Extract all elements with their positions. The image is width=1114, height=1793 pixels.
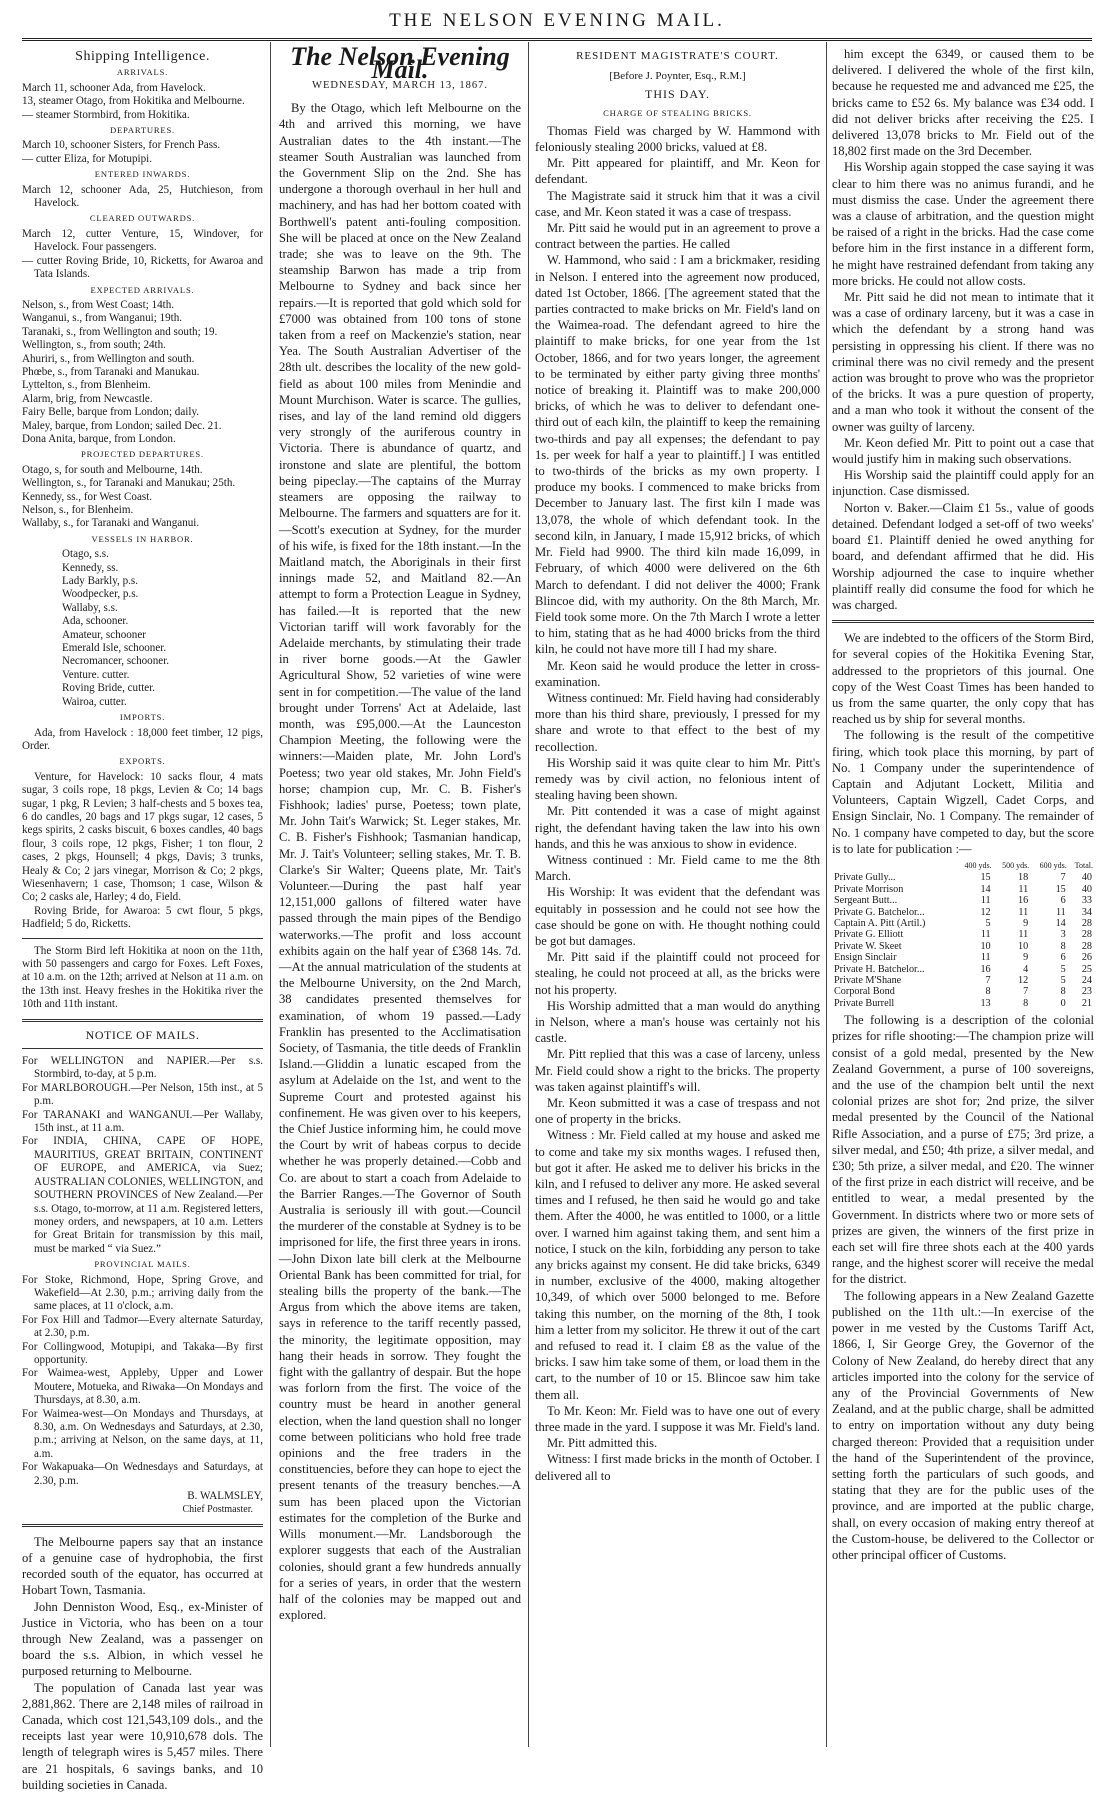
table-row	[832, 918, 1094, 929]
departures-list	[22, 139, 263, 166]
text-paragraph: Kennedy, ss., for West Coast.	[22, 490, 153, 503]
text-paragraph: Mr. Keon defied Mr. Pitt to point out a case that would justify him in making such observations.	[832, 435, 1094, 467]
text-paragraph: Woodpecker, p.s.	[62, 588, 139, 601]
text-paragraph: — cutter Roving Bride, 10, Ricketts, for Awaroa and Tata Islands.	[22, 254, 263, 281]
score-cell: 7	[985, 975, 991, 987]
scores-body	[832, 872, 1094, 1009]
score-cell: 18	[1018, 872, 1029, 884]
text-paragraph: Norton v. Baker.—Claim £1 5s., value of goods detained. Defendant lodged a set-off of two weeks' board £1. Plaintiff denied he owed anything for board, and defendant affirmed that he did. His Worship adjourned the case to inquire whether plaintiff really did consume the food for which he was charged.	[832, 500, 1094, 612]
court-title: RESIDENT MAGISTRATE'S COURT.	[576, 50, 779, 62]
text-paragraph: Wallaby, s.s.	[62, 601, 118, 614]
arrivals-heading: ARRIVALS.	[116, 67, 169, 78]
score-cell: 23	[1081, 986, 1092, 998]
postmaster-title: Chief Postmaster.	[182, 1504, 253, 1516]
text-paragraph: The Melbourne papers say that an instance of a genuine case of hydrophobia, the first recorded south of the equator, has occurred at Hobart Town, Tasmania.	[22, 1534, 263, 1598]
score-cell: 11	[980, 952, 991, 964]
text-paragraph: Roving Bride, for Awaroa: 5 cwt flour, 5 pkgs, Hadfield; 5 do, Ricketts.	[22, 904, 263, 931]
column-divider	[826, 42, 827, 1747]
text-paragraph: Wallaby, s., for Taranaki and Wanganui.	[22, 517, 200, 530]
rifleman-name: Private H. Batchelor...	[834, 963, 925, 975]
court-charge: CHARGE OF STEALING BRICKS.	[603, 107, 752, 118]
expected-list	[22, 299, 263, 446]
text-paragraph: For MARLBOROUGH.—Per Nelson, 15th inst., at 5 p.m.	[22, 1081, 263, 1108]
exports-heading: EXPORTS.	[119, 756, 166, 767]
provincial-list	[22, 1274, 263, 1489]
text-paragraph: Mr. Pitt admitted this.	[547, 1436, 658, 1451]
text-paragraph: 13, steamer Otago, from Hokitika and Melbourne.	[22, 95, 245, 108]
score-cell: 21	[1081, 997, 1092, 1009]
text-paragraph: Mr. Keon said he would produce the letter in cross-examination.	[535, 658, 820, 689]
text-paragraph: March 11, schooner Ada, from Havelock.	[22, 81, 206, 94]
score-cell: 28	[1081, 929, 1092, 941]
text-paragraph: Otago, s.s.	[62, 548, 109, 561]
rifleman-name: Sergeant Butt...	[834, 895, 898, 907]
score-cell: 0	[1060, 997, 1066, 1009]
text-paragraph: Wellington, s., from south; 24th.	[22, 339, 166, 352]
text-paragraph: His Worship said the plaintiff could apply for an injunction. Case dismissed.	[832, 468, 1094, 499]
text-paragraph: For WELLINGTON and NAPIER.—Per s.s. Stormbird, to-day, at 5 p.m.	[22, 1055, 263, 1081]
rifleman-name: Private M'Shane	[834, 975, 902, 987]
text-paragraph: His Worship said it was quite clear to him Mr. Pitt's remedy was by civil action, no felonious intent of stealing having been shown.	[535, 755, 820, 803]
column-divider	[270, 42, 271, 1747]
score-cell: 11	[980, 929, 991, 941]
text-paragraph: Taranaki, s., from Wellington and south; 19.	[22, 325, 218, 338]
divider	[22, 1048, 263, 1049]
text-paragraph: Wellington, s., for Taranaki and Manukau; 25th.	[22, 477, 236, 490]
text-paragraph: Lyttelton, s., from Blenheim.	[22, 379, 151, 392]
paper-title: The Nelson Evening Mail.	[290, 42, 510, 85]
table-row	[832, 907, 1094, 918]
score-cell: 8	[985, 986, 991, 998]
column-divider	[528, 42, 529, 1747]
court-day: THIS DAY.	[644, 87, 710, 102]
rifleman-name: Ensign Sinclair	[834, 952, 897, 964]
text-paragraph: Ada, schooner.	[62, 615, 129, 628]
score-cell: 10	[1018, 940, 1029, 952]
text-paragraph: Necromancer, schooner.	[62, 655, 170, 668]
rifleman-name: Corporal Bond	[834, 986, 895, 998]
score-header: 400 yds.	[964, 860, 992, 870]
exports-list	[22, 771, 263, 932]
entered-list	[22, 184, 263, 211]
text-paragraph: Wanganui, s., from Wanganui; 19th.	[22, 312, 183, 325]
text-paragraph: Mr. Pitt said he would put in an agreement to prove a contract between the parties. He called	[535, 221, 820, 252]
score-cell: 5	[1060, 975, 1066, 987]
text-paragraph: Roving Bride, cutter.	[62, 682, 156, 695]
text-paragraph: His Worship again stopped the case saying it was clear to him there was no animus furandi, and he must dismiss the case. Under the agreement there was a clause of arbitration, and the question might be raised of a right in the bricks. Had the case come before him in the first instance in a different form, he might have restrained defendant from taking any more bricks. He could not allow costs.	[832, 160, 1094, 288]
court-report	[535, 123, 820, 1484]
divider	[832, 620, 1094, 623]
text-paragraph: For Waimea-west—On Mondays and Thursdays, at 8.30, a.m. On Wednesdays and Saturdays, at 2.30, p.m.; arriving at Nelson, on the same days, at 11, a.m.	[22, 1407, 263, 1460]
text-paragraph: March 10, schooner Sisters, for French Pass.	[22, 139, 221, 152]
text-paragraph: His Worship admitted that a man would do anything in Nelson, where a man's house was certainly not his castle.	[535, 998, 820, 1046]
score-header: 600 yds.	[1039, 860, 1067, 870]
table-row	[832, 986, 1094, 997]
score-cell: 13	[980, 997, 991, 1009]
text-paragraph: Kennedy, ss.	[62, 561, 119, 574]
text-paragraph: Amateur, schooner	[62, 628, 146, 641]
text-paragraph: His Worship: It was evident that the defendant was equitably in possession and he could not see how the case should be gone on with. He thought nothing could be got but damages.	[535, 885, 820, 948]
column-four	[832, 46, 1094, 1746]
firing-scores-table	[832, 859, 1094, 1009]
arrivals-list	[22, 82, 263, 122]
imports-text: Ada, from Havelock : 18,000 feet timber, 12 pigs, Order.	[22, 726, 263, 752]
table-row	[832, 941, 1094, 952]
score-cell: 4	[1023, 963, 1029, 975]
vessels-list	[22, 548, 263, 709]
text-paragraph: For INDIA, CHINA, CAPE OF HOPE, MAURITIUS, GREAT BRITAIN, CONTINENT OF EUROPE, and AMERICA, via Suez; AUSTRALIAN COLONIES, WELLINGTON, and SOUTHERN PROVINCES of New Zealand.—Per s.s. Otago, to-morrow, at 11 a.m. Registered letters, money orders, and newspapers, at 10 a.m. Letters for Great Britain for transmission by this mail, must be marked “ via Suez.”	[22, 1135, 263, 1255]
score-cell: 8	[1060, 940, 1066, 952]
rifleman-name: Private G. Elliott	[834, 929, 904, 941]
text-paragraph: Thomas Field was charged by W. Hammond with feloniously stealing 2000 bricks, valued at £8.	[535, 123, 820, 155]
score-cell: 16	[1018, 895, 1029, 907]
text-paragraph: Wairoa, cutter.	[62, 695, 127, 708]
score-cell: 5	[985, 917, 991, 929]
score-cell: 26	[1081, 952, 1092, 964]
text-paragraph: Mr. Pitt appeared for plaintiff, and Mr. Keon for defendant.	[535, 156, 820, 187]
score-header: 500 yds.	[1002, 860, 1030, 870]
text-paragraph: Lady Barkly, p.s.	[62, 575, 138, 588]
text-paragraph: Venture. cutter.	[62, 668, 130, 681]
departures-heading: DEPARTURES.	[109, 125, 176, 136]
text-paragraph: Alarm, brig, from Newcastle.	[22, 392, 153, 405]
score-cell: 34	[1081, 906, 1092, 918]
text-paragraph: For Stoke, Richmond, Hope, Spring Grove, and Wakefield—At 2.30, p.m.; arriving daily from the same places, at 11 o'clock, a.m.	[22, 1273, 263, 1313]
text-paragraph: — cutter Eliza, for Motupipi.	[22, 152, 153, 165]
column-shipping	[22, 46, 263, 1792]
score-cell: 3	[1060, 929, 1066, 941]
score-cell: 16	[980, 963, 991, 975]
mails-list	[22, 1055, 263, 1256]
table-row	[832, 872, 1094, 883]
text-paragraph: Fairy Belle, barque from London; daily.	[22, 406, 200, 419]
text-paragraph: Mr. Pitt contended it was a case of might against right, the defendant having taken the law into his own hands, and this he was anxious to show in evidence.	[535, 804, 820, 851]
score-cell: 12	[980, 906, 991, 918]
text-paragraph: Phœbe, s., from Taranaki and Manukau.	[22, 365, 200, 378]
provincial-heading: PROVINCIAL MAILS.	[94, 1259, 191, 1270]
table-row	[832, 975, 1094, 986]
score-cell: 6	[1060, 952, 1066, 964]
projected-heading: PROJECTED DEPARTURES.	[81, 449, 204, 460]
table-row	[832, 929, 1094, 940]
text-paragraph: For Wakapuaka—On Wednesdays and Saturdays, at 2.30, p.m.	[22, 1461, 263, 1487]
storm-bird-note: We are indebted to the officers of the Storm Bird, for several copies of the Hokitika Evening Star, addressed to the proprietors of this journal. One copy of the West Coast Times has been handed to us from the same quarter, the only copy that has reached us by ship for several months.	[832, 631, 1094, 727]
score-cell: 24	[1081, 975, 1092, 987]
column-court	[535, 46, 820, 1746]
court-before: [Before J. Poynter, Esq., R.M.]	[609, 70, 746, 83]
text-paragraph: March 12, schooner Ada, 25, Hutchieson, from Havelock.	[22, 183, 263, 210]
imports-heading: IMPORTS.	[119, 712, 166, 723]
entered-heading: ENTERED INWARDS.	[94, 169, 191, 180]
divider	[22, 1524, 263, 1527]
score-cell: 12	[1018, 975, 1029, 987]
table-row	[832, 884, 1094, 895]
text-paragraph: To Mr. Keon: Mr. Field was to have one out of every three made in the yard. I suppose it was Mr. Field's land.	[535, 1403, 820, 1435]
news-paragraphs	[22, 1534, 263, 1793]
table-row	[832, 952, 1094, 963]
score-cell: 28	[1081, 917, 1092, 929]
text-paragraph: Venture, for Havelock: 10 sacks flour, 4 mats sugar, 3 coils rope, 18 pkgs, Levien & Co; 14 bags sugar, 1 pkg, R Levien; 3 half-chests and 5 boxes tea, 6 do candles, 20 bags and 17 pkgs sugar, 12 cases, 5 kegs spirits, 2 casks biscuit, 6 boxes candles, 40 bags flour, 3 coils rope, 12 pkgs, Fisher; 1 ton flour, 2 cases, 2 pkgs, Hounsell; 4 pkgs, Davis; 3 trunks, Healy & Co; 2 jars vinegar, Morrison & Co; 2 pkgs, Wiesenhavern; 1 case, Thomson; 1 case, Wilson & Co; 2 casks ale, Harley; 4 do, Field.	[22, 770, 263, 904]
rifleman-name: Private Burrell	[834, 997, 895, 1009]
score-cell: 33	[1081, 895, 1092, 907]
masthead-rule	[22, 38, 1092, 41]
text-paragraph: Mr. Pitt replied that this was a case of larceny, unless Mr. Field could show a right to the bricks. The property was taken against plaintiff's will.	[535, 1047, 820, 1094]
postmaster-signature: B. WALMSLEY,	[187, 1490, 263, 1503]
text-paragraph: For Collingwood, Motupipi, and Takaka—By first opportunity.	[22, 1340, 263, 1366]
text-paragraph: The Magistrate said it struck him that it was a civil case, and Mr. Keon stated it was a case of trespass.	[535, 188, 820, 219]
score-cell: 11	[980, 895, 991, 907]
score-cell: 11	[1018, 883, 1029, 895]
table-row	[832, 895, 1094, 906]
text-paragraph: March 12, cutter Venture, 15, Windover, for Havelock. Four passengers.	[22, 227, 263, 254]
name-header	[832, 859, 955, 872]
text-paragraph: Mr. Pitt said he did not mean to intimate that it was a case of ordinary larceny, but it was a case in which the defendant by a strong hand was persisting in oppressing his client. If there was no criminal there was no civil remedy and the present action was brought to prove who was the proprietor of the bricks. It was a pure question of property, and a man who took it without the consent of the owner was guilty of larceny.	[832, 290, 1094, 434]
cleared-heading: CLEARED OUTWARDS.	[89, 213, 196, 224]
text-paragraph: For Waimea-west, Appleby, Upper and Lower Moutere, Motueka, and Riwaka—On Mondays and Thursdays, at 8.30, a.m.	[22, 1367, 263, 1407]
score-cell: 40	[1081, 883, 1092, 895]
column-leader	[279, 42, 522, 1746]
text-paragraph: Maley, barque, from London; sailed Dec. 21.	[22, 419, 222, 432]
score-cell: 40	[1081, 872, 1092, 884]
gazette-notice: The following appears in a New Zealand Gazette published on the 11th ult.:—In exercise of the power in me vested by the Customs Tariff Act, 1866, I, Sir George Grey, the Governor of the Colony of New Zealand, do hereby direct that any articles imported into the colony for the service of any of the Provincial Governments of New Zealand, and at the public charge, shall be admitted to entry on importation without any duty being charged thereon: Provided that a requisition under the hand of the Superintendent of the province, setting forth the particulars of such goods, and stating that they are for the public uses of the province, and are imported at the public charge, shall, on every occasion of making entry thereof at the Custom-house, be delivered to the Collector or other principal officer of Customs.	[832, 1288, 1094, 1562]
score-cell: 15	[1055, 883, 1066, 895]
text-paragraph: Ahuriri, s., from Wellington and south.	[22, 352, 195, 365]
score-cell: 7	[1060, 872, 1066, 884]
text-paragraph: Otago, s, for south and Melbourne, 14th.	[22, 463, 203, 476]
text-paragraph: Nelson, s., from West Coast; 14th.	[22, 298, 175, 311]
score-cell: 5	[1060, 963, 1066, 975]
score-cell: 11	[1018, 906, 1029, 918]
score-cell: 8	[1060, 986, 1066, 998]
text-paragraph: Emerald Isle, schooner.	[62, 642, 167, 655]
score-cell: 10	[980, 940, 991, 952]
text-paragraph: The population of Canada last year was 2,881,862. There are 2,148 miles of railroad in Canada, which cost 121,543,109 dols., and the receipts last year were 10,910,678 dols. The length of telegraph wires is 5,457 miles. There are 21 hospitals, 6 savings banks, and 10 building societies in Canada.	[22, 1680, 263, 1792]
score-cell: 11	[1055, 906, 1066, 918]
leader-article: By the Otago, which left Melbourne on the 4th and arrived this morning, we have Australian dates to the 4th instant.—The steamer South Australian was launched from the Government Slip on the 2nd. She has undergone a thorough overhaul in her hull and machinery, and has had her bottom coated with Borthwell's patent anti-fouling composition. She will be placed at once on the New Zealand trade; she was to leave on the 9th. The steamship Barwon has made a trip from Melbourne to Sydney and back since her repairs.—It is reported that gold which sold for £7000 was obtained from 100 tons of stone taken from a reef on Mackenzie's station, near Yea. The South Australian Advertiser of the 28th ult. describes the locality of the new gold-field as about 100 miles from Menindie and Mount Murchison. Water is scarce. The gullies, rises, and lay of the land remind old diggers very strongly of the auriferous country in Victoria. There is abundance of quartz, and ironstone and slate are plentiful, the bottom being pipeclay.—The captains of the Murray steamers are opposing the railway to Melbourne. The farmers and squatters are for it.—Scott's execution at Sydney, for the murder of his wife, is fixed for the 18th instant.—In the Maitland match, the Aboriginals in their first innings made 52, and Maitland 82.—An attempt to form a Protection League in Sydney, has failed.—It is reported that the new Victorian tariff will work favorably for the Adelaide merchants, by stimulating their trade in river borne goods.—At the Gawler Agricultural Show, 52 varieties of wine were sent in for competition.—The value of the land brought under Torrens' Act at Adelaide, last month, was £95,000.—At the Launceston Champion Meeting, the following were the winners:—Maiden plate, Mr. John Lord's Poetess; two year old stakes, Mr. John Field's horse; champion cup, Mr. C. B. Fisher's Fishhook; ladies' purse, Poetess; town plate, Mr. John Tait's Warwick; St. Leger stakes, Mr. C. B. Fisher's Fishhook; Tasmanian handicap, Mr. J. Tait's Volunteer; selling stakes, Mr. T. B. Clarke's Sir Walter; Queens plate, Mr. Tait's Volunteer.—During the past half year 12,151,000 gallons of filtered water have passed through the main pipes of the Bendigo waterworks.—The profit and loss account exhibits again on the half year of £368 14s. 7d.—At the annual matriculation of the students at the Melbourne University, on the 2nd March, 38 candidates presented themselves for examination, of whom 19 passed.—Lady Franklin has presented to the Acclimatisation Society, of Tasmania, the title deeds of Franklin Island.—Gliddin a lunatic escaped from the asylum at Adelaide on the 1st, and went to the Supreme Court and protested against his confinement. He was given over to his keepers, the Chief Justice informing him, he could move the Court by writ of habeas corpus to decide whether he was properly detained.—Cobb and Co. are about to start a coach from Adelaide to the Barrier Ranges.—The Governor of South Australia is seriously ill with gout.—Council the murderer of the constable at Sydney is to be imprisoned for life, the first three years in irons.—John Dixon late bill clerk at the Melbourne Oriental Bank has been committed for trial, for stealing bills the property of the bank.—The Argus from which the above items are taken, says in reference to the tariff recently passed, the minority, the legitimate opposition, may hang their heads in sorrow. They fought the fight with the gallantry of despair. But the hope was forlorn from the first. The voice of the country must be heard in another general election, when the land question shall no longer come between politicians who hold free trade opinions and the free traders in the constituencies, before they can hope to eject the present tenants of the treasury benches.—A sum has been placed upon the Victorian estimates for the completion of the Burke and Wills monument.—Mr. Landsborough the explorer suggests that each of the Australian colonies, should grant a few hundreds annually for a series of years, in order that the western half of the colonies may be mapped out and explored.	[279, 101, 522, 1623]
score-cell: 14	[1055, 917, 1066, 929]
text-paragraph: him except the 6349, or caused them to be delivered. I delivered the whole of the first kiln, because he requested me and advanced me £25, the bricks came to £52 6s. My balance was £34 odd. I did not deliver bricks after receiving the £25. I delivered 13,078 bricks to Mr. Field out of the 18,802 first made on the 3rd December.	[832, 47, 1094, 159]
text-paragraph: — steamer Stormbird, from Hokitika.	[22, 108, 190, 121]
rifleman-name: Private W. Skeet	[834, 940, 902, 952]
score-cell: 28	[1081, 940, 1092, 952]
rifleman-name: Private Morrison	[834, 883, 904, 895]
score-header: Total.	[1074, 860, 1093, 870]
storm-bird-report: The Storm Bird left Hokitika at noon on the 11th, with 50 passengers and cargo for Foxes. Left Foxes, at 10 a.m. on the 12th; arrived at Nelson at 11 a.m. on the 13th inst. Heavy freshes in the Hokitika river the 10th and 11th instant.	[22, 944, 263, 1011]
text-paragraph: Witness: I first made bricks in the month of October. I delivered all to	[535, 1452, 820, 1483]
score-cell: 11	[1018, 929, 1029, 941]
score-cell: 9	[1023, 952, 1029, 964]
text-paragraph: Witness : Mr. Field called at my house and asked me to come and take my six months wages. I refused then, but got it after. He asked me to deliver his bricks in the kiln, and I refused to deliver any more. He asked several times and I refused, he then said he would go and take them. After the 4000, he was entitled to 1000, or a little over. I warned him against taking them, and sent him a notice, I stuck on the kiln, forbidding any person to take any bricks against my consent. He did take bricks, 6349 in number, exclusive of the 4000, making altogether 10,349, of which over 5000 belonged to me. Before taking this number, on the morning of the 8th, I took him a letter from my solicitor. He threw it out of the cart and refused to read it. I claim £8 as the value of the bricks. I saw him take some of them, or load them in the cart, to the number of 10 or 15. Blincoe saw him take them all.	[535, 1128, 820, 1402]
shipping-title: Shipping Intelligence.	[75, 49, 210, 64]
expected-heading: EXPECTED ARRIVALS.	[90, 284, 195, 295]
text-paragraph: Nelson, s., for Blenheim.	[22, 504, 134, 516]
mails-title: NOTICE OF MAILS.	[85, 1027, 200, 1042]
score-cell: 6	[1060, 895, 1066, 907]
newspaper-masthead: THE NELSON EVENING MAIL.	[389, 10, 725, 31]
rifleman-name: Private G. Batchelor...	[834, 906, 925, 918]
cleared-list	[22, 228, 263, 282]
dateline: WEDNESDAY, MARCH 13, 1867.	[312, 79, 488, 91]
court-continued	[832, 46, 1094, 613]
score-cell: 15	[980, 872, 991, 884]
score-cell: 25	[1081, 963, 1092, 975]
rifleman-name: Private Gully...	[834, 872, 896, 884]
text-paragraph: Dona Anita, barque, from London.	[22, 432, 176, 445]
projected-list	[22, 464, 263, 531]
table-row	[832, 964, 1094, 975]
divider	[22, 1019, 263, 1022]
text-paragraph: John Denniston Wood, Esq., ex-Minister of Justice in Victoria, who has been on a tour through New Zealand, was a passenger on board the s.s. Albion, in which vessel he purposed returning to Melbourne.	[22, 1599, 263, 1679]
score-cell: 9	[1023, 917, 1029, 929]
firing-intro: The following is the result of the competitive firing, which took place this morning, by part of No. 1 Company under the superintendence of Captain and Adjutant Lockett, Militia and Volunteers, Captain Wigzell, Cadet Corps, and Ensign Sinclair, No. 1 Company. The remainder of No. 1 company have competed to day, but the score is to late for publication :—	[832, 728, 1094, 856]
text-paragraph: Witness continued : Mr. Field came to me the 8th March.	[535, 852, 820, 884]
text-paragraph: Mr. Keon submitted it was a case of trespass and not one of property in the bricks.	[535, 1096, 820, 1127]
scores-header-row	[832, 859, 1094, 872]
text-paragraph: For Fox Hill and Tadmor—Every alternate Saturday, at 2.30, p.m.	[22, 1313, 263, 1340]
prizes-description: The following is a description of the colonial prizes for rifle shooting:—The champion prize will consist of a gold medal, presented by the New Zealand Government, a purse of 100 sovereigns, and the use of the champion belt until the next colonial prizes are shot for; 2nd prize, the silver medal presented by the Council of the National Rifle Association, and a purse of £75; 3rd prize, a silver medal, and £50; 4th prize, a silver medal, and £30; 5th prize, a silver medal, and £20. The winner of the first prize in each district will receive, and be entitled to wear, a medal presented by the Government. In districts where two or more sets of prizes are given, the winners of the first prize in each set will fire three shots each at the 400 yards range, and the highest scorer will receive the medal for the district.	[832, 1013, 1094, 1287]
score-cell: 7	[1023, 986, 1029, 998]
rifleman-name: Captain A. Pitt (Artil.)	[834, 917, 926, 929]
text-paragraph: Mr. Pitt said if the plaintiff could not proceed for stealing, he could not proceed at all, as the bricks were not his property.	[535, 950, 820, 997]
score-cell: 14	[980, 883, 991, 895]
vessels-heading: VESSELS IN HARBOR.	[91, 533, 194, 544]
text-paragraph: For TARANAKI and WANGANUI.—Per Wallaby, 15th inst., at 11 a.m.	[22, 1108, 263, 1135]
text-paragraph: W. Hammond, who said : I am a brickmaker, residing in Nelson. I entered into the agreement now produced, dated 1st October, 1866. [The agreement stated that the parties contracted to make bricks on Mr. Field's land on the Waimea-road. The defendant agreed to hire the plaintiff to make bricks, for one year from the 1st October, 1866, and for two years longer, the agreement to be terminated by either party giving three months' notice of breaking it. Plaintiff was to make 200,000 bricks, of which he was to deliver to defendant one-third out of each kiln, the plaintiff to keep the remaining two-thirds and pay all expenses; the defendant to pay 1s. per week for half a year to plaintiff.] I was entitled to two-thirds of the bricks as my own property. I produce my books. I commenced to make bricks from December to January last. The first kiln I made was 13,078, the whole of which defendant took. In the second kiln, in January, I made 15,912 bricks, of which Mr. Field had 9900. The third kiln made 16,099, in February, of which 4000 were delivered on the 6th March to defendant. I did not deliver the 4000; Frank Blincoe did, with my authority. On the 8th March, Mr. Field took some more. On the 7th March I wrote a letter to him, stating that as he had 4000 bricks from the third kiln, he could not have more till I had my share.	[535, 253, 820, 657]
divider	[22, 938, 263, 939]
text-paragraph: Witness continued: Mr. Field having had considerably more than his third share, previously, I pressed for my share and wrote to that effect to the best of my recollection.	[535, 690, 820, 754]
score-cell: 8	[1023, 997, 1029, 1009]
table-row	[832, 998, 1094, 1009]
